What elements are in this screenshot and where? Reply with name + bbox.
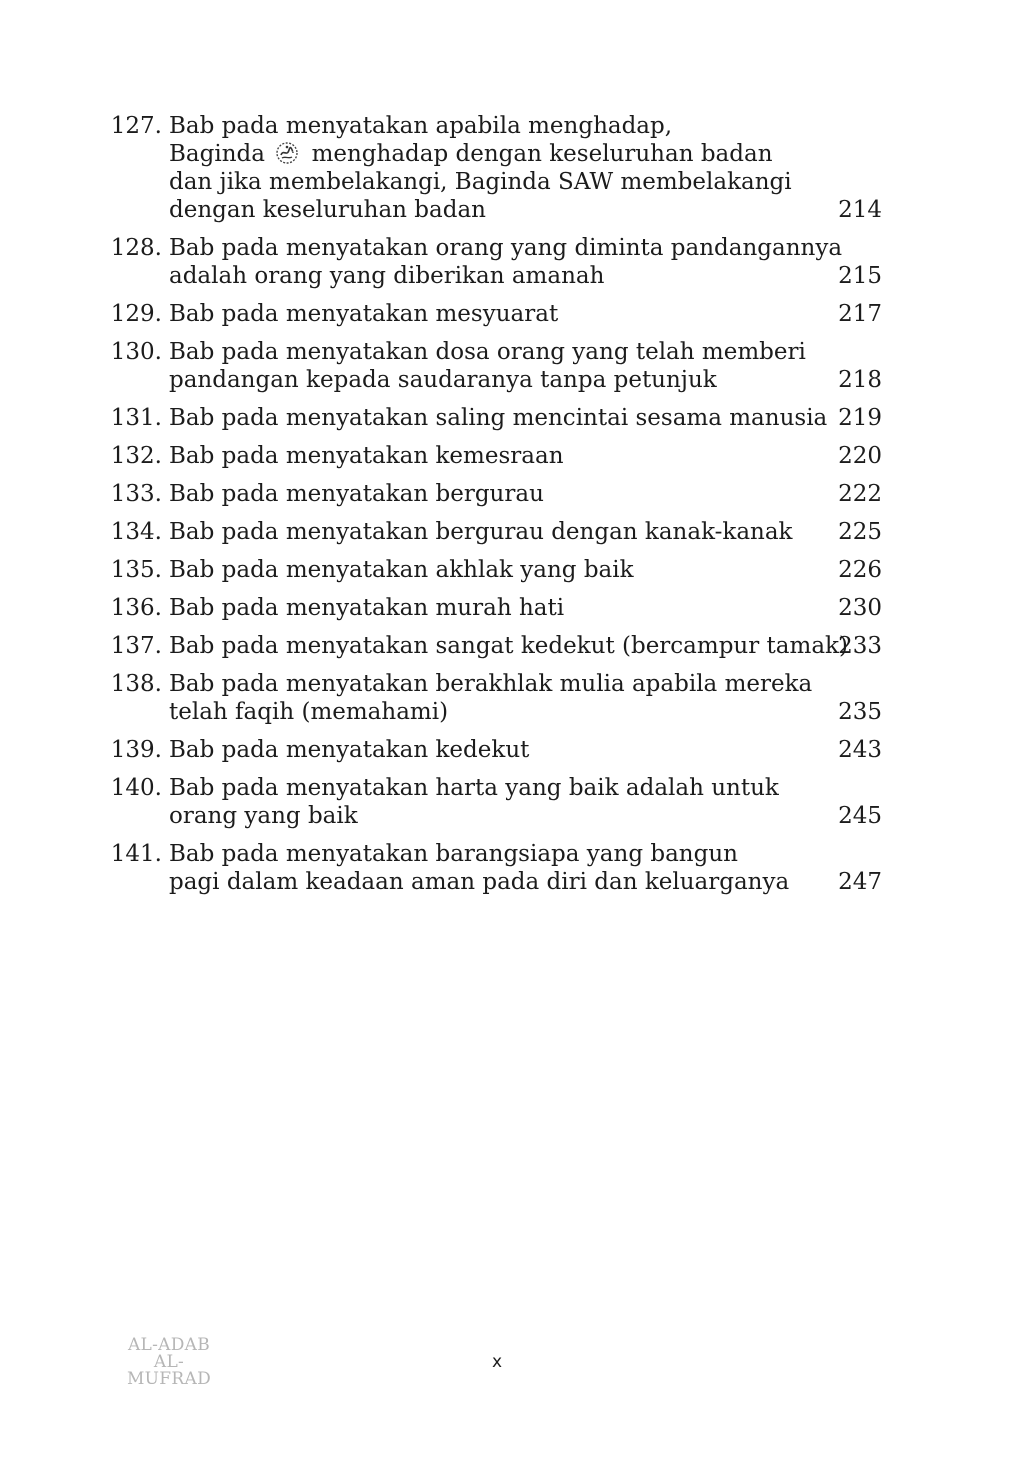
- entry-title-line: Bab pada menyatakan berakhlak mulia apabila mereka: [169, 671, 813, 697]
- entry-number: 136.: [110, 595, 162, 621]
- entry-page-number: 247: [838, 869, 882, 895]
- entry-number: 137.: [110, 633, 162, 659]
- toc-entry[interactable]: [0, 518, 1024, 546]
- entry-title-line: Bab pada menyatakan akhlak yang baik: [169, 557, 634, 583]
- toc-line: [0, 234, 1024, 262]
- toc-line: [0, 366, 1024, 394]
- toc-line: [0, 698, 1024, 726]
- entry-title-line: Bab pada menyatakan orang yang diminta pandangannya: [169, 235, 843, 261]
- entry-title-line: pandangan kepada saudaranya tanpa petunjuk: [169, 367, 717, 393]
- entry-number: 139.: [110, 737, 162, 763]
- entry-title-line: Bab pada menyatakan murah hati: [169, 595, 565, 621]
- toc-entry[interactable]: [0, 338, 1024, 394]
- entry-page-number: 218: [838, 367, 882, 393]
- entry-title-line: dan jika membelakangi, Baginda SAW membelakangi: [169, 169, 792, 195]
- toc-entry[interactable]: [0, 234, 1024, 290]
- entry-title-line: Bab pada menyatakan apabila menghadap,: [169, 113, 673, 139]
- entry-title-segment: menghadap dengan keseluruhan badan: [304, 141, 773, 167]
- entry-number: 132.: [110, 443, 162, 469]
- entry-page-number: 222: [838, 481, 882, 507]
- entry-number: 141.: [110, 841, 162, 867]
- footer-title-line1: AL-ADAB: [127, 1335, 211, 1355]
- toc-entry[interactable]: [0, 774, 1024, 830]
- toc-entry[interactable]: [0, 840, 1024, 896]
- toc-line: [0, 868, 1024, 896]
- entry-title-line: Bab pada menyatakan kedekut: [169, 737, 530, 763]
- entry-number: 128.: [110, 235, 162, 261]
- toc-line: [0, 140, 1024, 168]
- toc-line: [0, 196, 1024, 224]
- entry-page-number: 245: [838, 803, 882, 829]
- entry-title-line: Bab pada menyatakan dosa orang yang telah memberi: [169, 339, 806, 365]
- table-of-contents: [0, 112, 1024, 906]
- entry-page-number: 215: [838, 263, 882, 289]
- entry-number: 135.: [110, 557, 162, 583]
- toc-line: [0, 632, 1024, 660]
- entry-number: 133.: [110, 481, 162, 507]
- toc-line: [0, 774, 1024, 802]
- entry-number: 130.: [110, 339, 162, 365]
- toc-line: [0, 168, 1024, 196]
- toc-line: [0, 112, 1024, 140]
- entry-title-line: dengan keseluruhan badan: [169, 197, 486, 223]
- entry-page-number: 219: [838, 405, 882, 431]
- entry-number: 129.: [110, 301, 162, 327]
- toc-line: [0, 802, 1024, 830]
- entry-title-line: Bab pada menyatakan harta yang baik adalah untuk: [169, 775, 779, 801]
- entry-title-line: telah faqih (memahami): [169, 699, 449, 725]
- entry-title-line: Bab pada menyatakan saling mencintai sesama manusia: [169, 405, 828, 431]
- entry-title-line: Bab pada menyatakan mesyuarat: [169, 301, 559, 327]
- toc-entry[interactable]: [0, 736, 1024, 764]
- entry-title-line: Bab pada menyatakan barangsiapa yang bangun: [169, 841, 738, 867]
- entry-title-line: Bab pada menyatakan bergurau: [169, 481, 544, 507]
- toc-entry[interactable]: [0, 300, 1024, 328]
- footer-title-line2: AL-MUFRAD: [126, 1352, 212, 1389]
- toc-line: [0, 736, 1024, 764]
- entry-number: 140.: [110, 775, 162, 801]
- entry-page-number: 233: [838, 633, 882, 659]
- entry-number: 134.: [110, 519, 162, 545]
- toc-line: [0, 518, 1024, 546]
- entry-page-number: 226: [838, 557, 882, 583]
- toc-line: [0, 300, 1024, 328]
- entry-number: 131.: [110, 405, 162, 431]
- toc-entry[interactable]: [0, 632, 1024, 660]
- running-footer-title: [112, 1337, 226, 1388]
- entry-page-number: 235: [838, 699, 882, 725]
- entry-title-line: Bab pada menyatakan sangat kedekut (bercampur tamak): [169, 633, 848, 659]
- entry-title-line: [169, 140, 773, 168]
- entry-page-number: 225: [838, 519, 882, 545]
- entry-title-segment: Baginda: [169, 141, 273, 167]
- saw-calligraphy-icon: [274, 140, 300, 166]
- entry-page-number: 220: [838, 443, 882, 469]
- toc-line: [0, 840, 1024, 868]
- toc-line: [0, 480, 1024, 508]
- entry-title-line: Bab pada menyatakan bergurau dengan kanak-kanak: [169, 519, 793, 545]
- entry-title-line: adalah orang yang diberikan amanah: [169, 263, 605, 289]
- entry-title-line: orang yang baik: [169, 803, 358, 829]
- entry-page-number: 217: [838, 301, 882, 327]
- toc-line: [0, 338, 1024, 366]
- entry-title-line: Bab pada menyatakan kemesraan: [169, 443, 564, 469]
- page-number: x: [492, 1352, 503, 1372]
- toc-line: [0, 442, 1024, 470]
- toc-entry[interactable]: [0, 556, 1024, 584]
- toc-entry[interactable]: [0, 442, 1024, 470]
- entry-page-number: 243: [838, 737, 882, 763]
- entry-number: 138.: [110, 671, 162, 697]
- toc-entry[interactable]: [0, 112, 1024, 224]
- entry-page-number: 214: [838, 197, 882, 223]
- entry-page-number: 230: [838, 595, 882, 621]
- toc-entry[interactable]: [0, 480, 1024, 508]
- toc-line: [0, 594, 1024, 622]
- toc-line: [0, 404, 1024, 432]
- toc-entry[interactable]: [0, 404, 1024, 432]
- toc-entry[interactable]: [0, 670, 1024, 726]
- toc-line: [0, 556, 1024, 584]
- toc-line: [0, 262, 1024, 290]
- toc-line: [0, 670, 1024, 698]
- toc-entry[interactable]: [0, 594, 1024, 622]
- entry-number: 127.: [110, 113, 162, 139]
- entry-title-line: pagi dalam keadaan aman pada diri dan keluarganya: [169, 869, 790, 895]
